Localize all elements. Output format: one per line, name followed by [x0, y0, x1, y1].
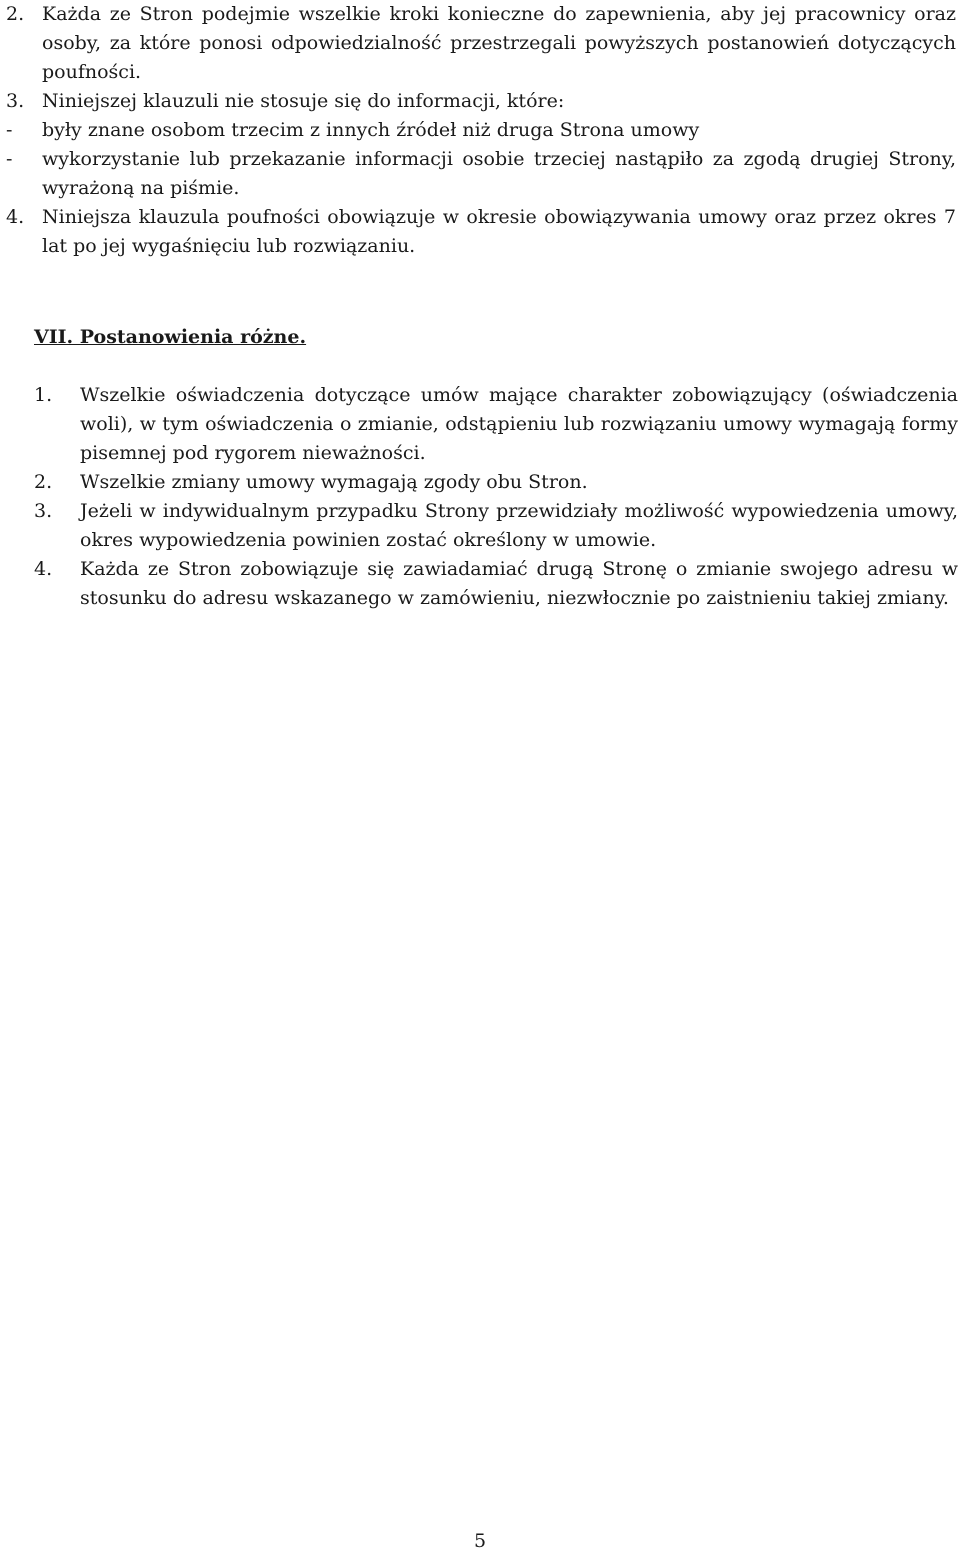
item-number: 4. — [34, 558, 53, 580]
dash-list-item — [6, 116, 956, 145]
dash-bullet: - — [6, 148, 13, 170]
dash-list-item — [6, 145, 956, 203]
item-text: Każda ze Stron zobowiązuje się zawiadamiać drugą Stronę o zmianie swojego adresu w stosunku do adresu wskazanego w zamówieniu, niezwłocznie po zaistnieniu takiej zmiany. — [80, 558, 958, 609]
item-number: 3. — [34, 500, 53, 522]
item-text: Niniejszej klauzuli nie stosuje się do informacji, które: — [42, 90, 565, 112]
list-item — [34, 468, 958, 497]
item-number: 4. — [6, 206, 25, 228]
item-number: 3. — [6, 90, 25, 112]
list-item — [6, 203, 956, 261]
item-text: Wszelkie oświadczenia dotyczące umów mające charakter zobowiązujący (oświadczenia woli), w tym oświadczenia o zmianie, odstąpieniu lub rozwiązaniu umowy wymagają formy pisemnej pod rygorem nieważności. — [80, 384, 958, 464]
section-heading: VII. Postanowienia różne. — [34, 326, 307, 348]
list-item — [6, 87, 956, 116]
list-item — [6, 0, 956, 87]
item-text: Niniejsza klauzula poufności obowiązuje w okresie obowiązywania umowy oraz przez okres 7 lat po jej wygaśnięciu lub rozwiązaniu. — [42, 206, 956, 257]
list-item — [34, 555, 958, 613]
list-item — [34, 381, 958, 468]
item-number: 1. — [34, 384, 53, 406]
item-text: wykorzystanie lub przekazanie informacji osobie trzeciej nastąpiło za zgodą drugiej Strony, wyrażoną na piśmie. — [42, 148, 956, 199]
item-text: Wszelkie zmiany umowy wymagają zgody obu Stron. — [80, 471, 588, 493]
dash-bullet: - — [6, 119, 13, 141]
item-text: były znane osobom trzecim z innych źródeł niż druga Strona umowy — [42, 119, 700, 141]
item-number: 2. — [34, 471, 53, 493]
item-text: Jeżeli w indywidualnym przypadku Strony przewidziały możliwość wypowiedzenia umowy, okres wypowiedzenia powinien zostać określony w umowie. — [80, 500, 958, 551]
section-6-continuation — [6, 0, 956, 261]
item-text: Każda ze Stron podejmie wszelkie kroki konieczne do zapewnienia, aby jej pracownicy oraz osoby, za które ponosi odpowiedzialność przestrzegali powyższych postanowień dotyczących poufności. — [42, 3, 956, 83]
item-number: 2. — [6, 3, 25, 25]
section-7-list — [34, 381, 958, 613]
list-item — [34, 497, 958, 555]
page-number: 5 — [473, 1530, 487, 1552]
